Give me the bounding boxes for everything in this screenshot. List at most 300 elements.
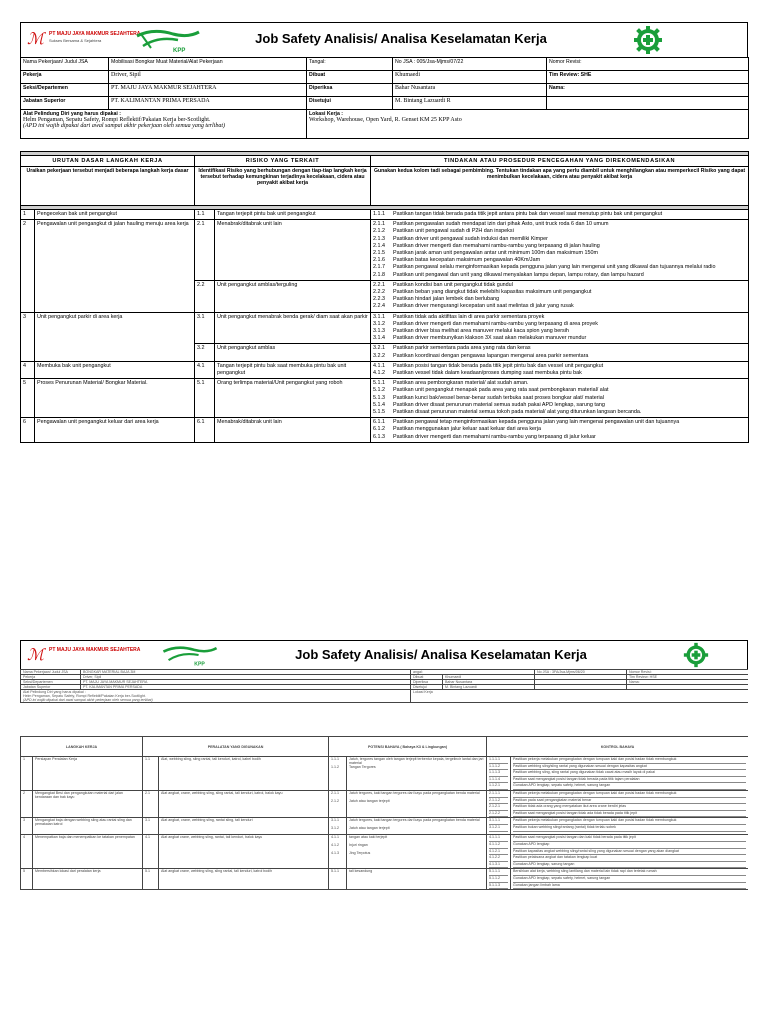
- control-number: 2.2.2: [373, 289, 385, 296]
- control-number: 5.1.1: [373, 380, 385, 387]
- control-text: Pastikan hindari jalan lembek dan berlubang: [393, 296, 500, 303]
- name-label: Nama:: [547, 84, 749, 97]
- control-number: 3.1.1: [373, 313, 385, 320]
- s2-checked-value: Bahar Nusantara: [443, 680, 535, 685]
- sheet2-company-logo-mark: ℳ: [27, 647, 45, 664]
- s2-control-number: 2.1.1.1: [489, 791, 508, 798]
- company-logo-mark: ℳ: [27, 31, 45, 48]
- s2-control-text: Pastikan webbing sling/sling rantai yang digunakan sesuai dengan kapasitas angkat: [513, 764, 746, 771]
- control-list: [371, 344, 749, 361]
- control-item: [373, 264, 746, 271]
- made-by-label: Dibuat: [307, 71, 393, 84]
- control-text: Pastikan posisi tangan tidak berada pada titik jepit pintu bak dan vessel unit pengangkut: [393, 362, 604, 369]
- control-item: [373, 221, 746, 228]
- s2-jsa-number: No JSA : 3FA/Jsa-Mjms/06/20: [535, 670, 627, 675]
- risk-number: 6.1: [195, 418, 215, 443]
- control-text: Pastikan driver mengerti dan memahami rambu-rambu yang terpasang di area proyek: [393, 320, 598, 327]
- s2-hazard-number: 4.1.2: [331, 843, 340, 848]
- control-number: 2.1.1: [373, 221, 385, 228]
- control-number: 2.2.3: [373, 296, 385, 303]
- s2-hazard-number: 1.1.2: [331, 765, 340, 769]
- empty-cell: [547, 97, 749, 110]
- s2-control-number: 3.1.1.1: [489, 818, 508, 825]
- risk-text: Menabrak/ditabrak unit lain: [215, 418, 371, 443]
- kpp-logo-text: KPP: [173, 48, 186, 54]
- s2-control-number: 1.1.2.1: [489, 783, 508, 790]
- control-text: Pastikan menggunakan jalur keluar saat keluar dari area kerja: [393, 426, 542, 433]
- control-item: [373, 380, 746, 387]
- company-logo-text: PT MAJU JAYA MAKMUR SEJAHTERA: [49, 31, 141, 37]
- checked-by-label: Diperiksa: [307, 84, 393, 97]
- s2-hazard-numbers: [329, 869, 347, 890]
- s2-step-number: 4: [21, 835, 33, 869]
- s2-hazard-texts: [347, 757, 487, 791]
- control-item: [373, 345, 746, 352]
- s2-hazard-text: Jatuh atau tangan terjepit: [349, 798, 390, 803]
- s2-control-text: Pastikan saat mengangkat posisi tangan tidak berada pada titik tajam peralatan: [513, 777, 746, 784]
- location-label: Lokasi Kerja :: [309, 111, 344, 117]
- s2-control-text: Pastikan webbing sling, sling rantai yang digunakan tidak cacat atau masih layak di pakai: [513, 770, 746, 777]
- s2-control-texts: [511, 835, 748, 869]
- control-item: [373, 434, 746, 441]
- s2-hazard-numbers: [329, 818, 347, 835]
- s2-hazard-text: Jatuh, tergores tangan oleh tangan terjepit terbentur kepala, tergelincir lantai dan jari material: [349, 757, 484, 765]
- control-number: 2.2.4: [373, 303, 385, 310]
- worker-label: Pekerja: [21, 71, 109, 84]
- s2-team-label: Tim Review: HSE: [627, 675, 748, 680]
- control-item: [373, 426, 746, 433]
- page-title: Job Safety Analisis/ Analisa Keselamatan Kerja: [255, 31, 547, 46]
- ppe-value: Helm Pengaman, Sepatu Safety, Rompi Reflektif/Pakaian Kerja ber-Scotlight.: [23, 117, 211, 123]
- s2-control-text: Pastikan saat mengangkat posisi tangan tidak ada tidak berada pada titik jepit: [513, 811, 746, 818]
- s2-control-text: Bersihkan alat kerja, webbing sling lantilang dan material lain tidak rapi dan terletak rumah: [513, 869, 746, 876]
- company-logo: [27, 27, 141, 53]
- control-text: Pastikan area pembongkaran material/ alat sudah aman.: [393, 380, 529, 387]
- s2-tools-header: PERALATAN YANG DIGUNAKAN: [143, 737, 329, 757]
- control-text: Pastikan unit pengangkut menapak pada area yang rata saat pembongkaran material/ alat: [393, 387, 609, 394]
- s2-hazard-text: Jatuh tergores, kaki tangan tergores dari kayu pada pengangkatan benda material: [349, 818, 480, 823]
- table-row: [21, 379, 749, 418]
- control-item: [373, 363, 746, 370]
- superior-label: Jabatan Superior: [21, 97, 109, 110]
- s2-control-text: Pastikan pekerja melakukan pengangkatan dengan tumpuan kaki dan posisi badan tidak membungkuk: [513, 818, 746, 825]
- s2-hazard-text: Jatuh tergores, kaki tangan tergores dari kayu pada pengangkatan benda material: [349, 790, 480, 795]
- s2-control-text: Pastikan kapasitas angkat webbing sling/rantai sling yang digunakan sesuai dengan yang akan diangkat: [513, 849, 746, 856]
- s2-hazard-text: Injuri ringan: [349, 843, 368, 848]
- s2-step-number: 2: [21, 790, 33, 817]
- s2-control-number: 2.1.1.2: [489, 798, 508, 805]
- s2-control-text: Gunakan APD lengkap: [513, 842, 746, 849]
- risk-number: 2.1: [195, 220, 215, 281]
- control-number: 3.1.2: [373, 320, 385, 327]
- s2-control-numbers: [487, 835, 511, 869]
- s2-worker-label: Pekerja: [21, 675, 81, 680]
- sheet2-company-logo-text: PT MAJU JAYA MAKMUR SEJAHTERA: [49, 647, 141, 653]
- s2-control-numbers: [487, 869, 511, 890]
- control-text: Pastikan beban yang diangkut tidak melebihi kapasitas maksimum unit pengangkut: [393, 289, 592, 296]
- sheet2-header: [20, 640, 748, 670]
- control-list: [371, 280, 749, 312]
- step-number: 6: [21, 418, 35, 443]
- jsa-number: No JSA : 005/Jsa-Mjms/07/22: [393, 58, 547, 71]
- s2-control-text: Pastikan tidak ada orang yang menyatakan ikut area crane berdiri jelas: [513, 804, 746, 811]
- risk-number: 5.1: [195, 379, 215, 418]
- s2-control-texts: [511, 869, 748, 890]
- control-text: Pastikan driver mengerti dan memahami rambu-rambu yang terpasang di jalan hauling: [393, 242, 600, 249]
- risk-text: Unit pengangkut amblas: [215, 344, 371, 361]
- control-text: Pastikan tidak ada aktifitas lain di area parkir sementara proyek: [393, 313, 545, 320]
- s2-made-value: Khumaedi: [443, 675, 535, 680]
- control-text: Pastikan jarak aman unit pengawalan antar unit minimum 100m dan maksimum 150m: [393, 250, 598, 257]
- s2-approved-label: Disetujui: [411, 685, 443, 690]
- s2-control-numbers: [487, 757, 511, 791]
- control-item: [373, 335, 746, 342]
- s2-control-number: 1.1.1.1: [489, 757, 508, 764]
- sheet2-company-logo: [27, 643, 141, 669]
- s2-hazard-text: Jatuh atau tangan terjepit: [349, 826, 390, 831]
- s2-control-texts: [511, 818, 748, 835]
- s2-hazard-text: Jing Terpotus: [349, 851, 371, 856]
- table-row: [21, 361, 749, 378]
- s2-name-value: BONGKAR MATERIAL BAJA 3M: [81, 670, 411, 675]
- sheet2-k3-gear-icon: [683, 642, 709, 668]
- table-row: [21, 210, 749, 220]
- control-text: Pastikan kondisi ban unit pengangkut tidak gundul: [393, 281, 513, 288]
- s2-control-number: 4.1.3.1: [489, 862, 508, 869]
- control-item: [373, 303, 746, 310]
- s2-control-text: Gunakan jangan limbah lama: [513, 883, 746, 890]
- step-text: Membuka bak unit pengangkut: [35, 361, 195, 378]
- s2-control-text: Pastikan saat mengangkat posisi tangan dan kaki tidak berada pada titik jepit: [513, 835, 746, 842]
- s2-hazard-header: POTENSI BAHAYA ( Bahaya K3 & Lingkungan): [329, 737, 487, 757]
- s2-step-text: Mengangkat Besi dan pengangkutan material dari jalan kendaraan dan bak kayu: [33, 790, 143, 817]
- control-item: [373, 387, 746, 394]
- checked-by-value: Bahar Nusantara: [393, 84, 547, 97]
- control-item: [373, 321, 746, 328]
- s2-approved-value: M. Bintang Lazuardi: [443, 685, 535, 690]
- jsa-sheet-2: [20, 640, 748, 922]
- risk-header: RISIKO YANG TERKAIT: [195, 156, 371, 167]
- risk-text: Tangan terjepit pintu bak saat membuka pintu bak unit pengangkut: [215, 361, 371, 378]
- step-text: Pengecekan bak unit pengangkut: [35, 210, 195, 220]
- s2-table-row: [21, 835, 749, 869]
- s2-made-label: Dibuat: [411, 675, 443, 680]
- control-text: Pastikan driver disaat penurunan material semua sudah pakai APD lengkap, sarung tang: [393, 401, 605, 408]
- s2-hazard-texts: [347, 835, 487, 869]
- s2-control-text: Gunakan APD lengkap, sarung tangan: [513, 862, 746, 869]
- s2-control-text: Pastikan pelaksana angkat dan tatakan lengkap kuat: [513, 855, 746, 862]
- control-item: [373, 289, 746, 296]
- s2-control-numbers: [487, 818, 511, 835]
- s2-hazard-text: tali kesandung: [349, 869, 373, 874]
- control-number: 6.1.3: [373, 433, 385, 440]
- control-item: [373, 328, 746, 335]
- s2-step-text: Persiapan Peralatan Kerja: [33, 757, 143, 791]
- step-text: Unit pengangkut parkir di area kerja: [35, 312, 195, 361]
- k3-safety-gear-icon: [633, 25, 663, 55]
- control-number: 6.1.1: [373, 419, 385, 426]
- s2-control-number: 4.1.1.1: [489, 835, 508, 842]
- s2-checked-label: Diperiksa: [411, 680, 443, 685]
- risk-number: 1.1: [195, 210, 215, 220]
- s2-control-text: Gunakan APD lengkap, sepatu safety, helmet, sarung tangan: [513, 876, 746, 883]
- s2-hazard-number: 3.1.1: [331, 818, 340, 823]
- control-item: [373, 409, 746, 416]
- s2-steps-header: LANGKAH KERJA: [21, 737, 143, 757]
- s2-table-row: [21, 790, 749, 817]
- made-by-value: Khumaedi: [393, 71, 547, 84]
- s2-tools: Alat, webbing sling, sling rantai, tali kenduri, katrol, kabel bodih: [159, 757, 329, 791]
- action-header: TINDAKAN ATAU PROSEDUR PENCEGAHAN YANG DIREKOMENDASIKAN: [371, 156, 749, 167]
- control-text: Pastikan batas kecepatan maksimum pengawalan 40Km/Jam: [393, 257, 541, 264]
- control-text: Pastikan disaat penurunan material semua tokoh pada material/ alat yang diturunkan langsan bercanda.: [393, 409, 642, 416]
- control-list: [371, 361, 749, 378]
- s2-worker-value: Driver, Sipil: [81, 675, 411, 680]
- location-value: Workshop, Warehouse, Open Yard, R. Genset KM 25 KPP Asto: [309, 117, 462, 123]
- s2-hazard-number: 5.1.1: [331, 869, 340, 874]
- control-number: 4.1.1: [373, 362, 385, 369]
- s2-ppe-note: (APD ini wajib dipakai dari awal sampai akhir pekerjaan oleh semua yang terlibat): [23, 698, 153, 702]
- worker-value: Driver, Sipil: [109, 71, 307, 84]
- s2-rows: [21, 757, 749, 890]
- risk-subheader: Identifikasi Risiko yang berhubungan dengan tiap-tiap langkah kerja tersebut terhadap kemungkinan terjadinya kecelakaan, cidera atau penyakit akibat kerja: [195, 167, 371, 206]
- s2-step-text: Menempatkan baja dan menempatkan ke tatakan penempatan: [33, 835, 143, 869]
- location-cell: [307, 110, 749, 139]
- control-item: [373, 257, 746, 264]
- control-text: Pastikan unit pengawal dan unit yang dikawal menyalakan lampu depan, lampu rotary, dan lampu hazard: [393, 271, 644, 278]
- risk-number: 2.2: [195, 280, 215, 312]
- s2-ppe-label: Alat Pelindung Diri yang harus dipakai :: [23, 690, 86, 694]
- sheet-header: [20, 22, 748, 58]
- control-item: [373, 314, 746, 321]
- s2-control-numbers: [487, 790, 511, 817]
- control-number: 2.1.4: [373, 242, 385, 249]
- risk-number: 3.2: [195, 344, 215, 361]
- control-number: 2.1.8: [373, 271, 385, 278]
- s2-control-text: Pastikan bukan webbing sling/rantang (rantai) tidak terlalu sobek: [513, 825, 746, 832]
- s2-hazard-number: 2.1.1: [331, 790, 340, 795]
- s2-control-number: 5.1.1.1: [489, 869, 508, 876]
- control-text: Pastikan pengawalan sudah mendapat izin dari pihak Asto, unit truck roda 6 dan 10 umum: [393, 221, 609, 228]
- s2-control-number: 3.1.2.1: [489, 825, 508, 832]
- s2-table-row: [21, 818, 749, 835]
- control-item: [373, 228, 746, 235]
- revision-label: Nomor Revisi:: [547, 58, 749, 71]
- control-item: [373, 402, 746, 409]
- control-text: Pastikan driver unit pengawal sudah induksi dan memiliki Kimper: [393, 235, 548, 242]
- control-list: [371, 312, 749, 344]
- jsa-sheet-1: [20, 22, 748, 530]
- control-item: [373, 236, 746, 243]
- s2-hazard-texts: [347, 869, 487, 890]
- approved-by-value: M. Bintang Lazuardi R: [393, 97, 547, 110]
- control-text: Pastikan driver mengurangi kecepatan unit saat melintas di jalur yang rusak: [393, 303, 574, 310]
- control-item: [373, 419, 746, 426]
- control-item: [373, 353, 746, 360]
- s2-revision: Nomor Revisi:: [627, 670, 748, 675]
- control-item: [373, 243, 746, 250]
- section-value: PT. MAJU JAYA MAKMUR SEJAHTERA: [109, 84, 307, 97]
- control-number: 2.1.2: [373, 228, 385, 235]
- s2-control-number: 1.1.1.4: [489, 777, 508, 784]
- s2-control-text: Pastikan pekerja melakukan pengangkatan dengan tumpuan kaki dan posisi badan tidak membungkuk: [513, 791, 746, 798]
- s2-name-label: Nama Pekerjaan/ Judul JSA: [21, 670, 81, 675]
- jsa-main-table: [20, 151, 749, 443]
- control-item: [373, 296, 746, 303]
- steps-subheader: Uraikan pekerjaan tersebut menjadi beberapa langkah kerja dasar: [21, 167, 195, 206]
- s2-tools: Alat angkat, crane, webbing sling, sling rantai, tali kenduri, katrol, balok kayu: [159, 790, 329, 817]
- control-item: [373, 250, 746, 257]
- approved-by-label: Disetujui: [307, 97, 393, 110]
- risk-text: Unit pengangkut menabrak benda gerak/ diam saat akan parkir: [215, 312, 371, 344]
- control-list: [371, 418, 749, 443]
- s2-hazard-text: tangan atau kaki terjepit: [349, 835, 388, 840]
- control-text: Pastikan driver membunyikan klakson 3X saat akan melakukan manuver mundur: [393, 335, 587, 342]
- s2-section-value: PT. MAJU JAYA MAKMUR SEJAHTERA: [81, 680, 411, 685]
- company-logo-subtext: Sukses Bersama & Sejahtera: [49, 38, 102, 43]
- control-number: 2.1.6: [373, 257, 385, 264]
- control-number: 2.1.5: [373, 250, 385, 257]
- step-number: 4: [21, 361, 35, 378]
- control-number: 2.1.7: [373, 264, 385, 271]
- control-number: 5.1.5: [373, 409, 385, 416]
- ppe-note: (APD ini wajib dipakai dari awal sampai akhir pekerjaan oleh semua yang terlibat): [23, 123, 225, 129]
- s2-control-header: KONTROL BAHAYA: [487, 737, 748, 757]
- s2-control-number: 1.1.1.2: [489, 764, 508, 771]
- jsa-info-table: [20, 57, 749, 139]
- control-list: [371, 379, 749, 418]
- control-text: Pastikan koordinasi dengan pengawas lapangan mengenai area parkir sementara: [393, 352, 589, 359]
- step-number: 5: [21, 379, 35, 418]
- s2-control-text: Pastikan pada saat pengangkatan material benar: [513, 798, 746, 805]
- risk-text: Orang terlimpa material/Unit pengangkut yang roboh: [215, 379, 371, 418]
- s2-hazard-numbers: [329, 835, 347, 869]
- s2-step-text: Mengangkat baja dengan webbing sling atau rantai sling dan pemakaian katrol: [33, 818, 143, 835]
- risk-text: Unit pengangkut amblas/terguling: [215, 280, 371, 312]
- step-text: Proses Penurunan Material/ Bongkar Material.: [35, 379, 195, 418]
- section-label: Seksi/Departemen: [21, 84, 109, 97]
- risk-number: 3.1: [195, 312, 215, 344]
- s2-hazard-text: Tangan Tergores: [349, 765, 376, 769]
- control-item: [373, 395, 746, 402]
- ppe-label: Alat Pelindung Diri yang harus dipakai :: [23, 111, 122, 117]
- risk-text: Menabrak/ditabrak unit lain: [215, 220, 371, 281]
- jsa-rows: [21, 210, 749, 443]
- s2-name2-label: Nama:: [627, 680, 748, 685]
- s2-hazard-numbers: [329, 757, 347, 791]
- job-name-label: Nama Pekerjaan/ Judul JSA: [21, 58, 109, 71]
- s2-tool-number: 2.1: [143, 790, 159, 817]
- step-text: Pengawalan unit pengangkut keluar dari area kerja: [35, 418, 195, 443]
- s2-hazard-numbers: [329, 790, 347, 817]
- s2-control-number: 5.1.1.3: [489, 883, 508, 890]
- s2-hazard-number: 2.1.2: [331, 798, 340, 803]
- s2-control-number: 2.1.2.2: [489, 811, 508, 818]
- control-text: Pastikan driver mengerti dan memahami rambu-rambu yang terpasang di jalur keluar: [393, 433, 596, 440]
- table-row: [21, 418, 749, 443]
- control-text: Pastikan unit pengawal sudah di P2H dan inspeksi: [393, 228, 514, 235]
- superior-value: PT. KALIMANTAN PRIMA PERSADA: [109, 97, 307, 110]
- s2-date-label: angal:: [411, 670, 535, 675]
- control-text: Pastikan pengawal tetap menginformasikan kepada pengguna jalan yang lain mengenai pengawalan unit dan tujuannya: [393, 419, 680, 426]
- review-team-label: Tim Review: SHE: [547, 71, 749, 84]
- control-number: 1.1.1: [373, 211, 385, 217]
- s2-tools: Alat angkat, crane, webbing sling, rantai sling, tali kenduri: [159, 818, 329, 835]
- s2-location-label: Lokasi Kerja: [411, 690, 749, 703]
- s2-control-number: 4.1.2.2: [489, 855, 508, 862]
- step-number: 2: [21, 220, 35, 312]
- control-text: Pastikan parkir sementara pada area yang rata dan keras: [393, 345, 531, 352]
- sheet2-kpp-logo: [155, 643, 225, 667]
- ppe-cell: [21, 110, 307, 139]
- s2-control-texts: [511, 757, 748, 791]
- s2-control-number: 4.1.2.1: [489, 849, 508, 856]
- sheet2-title: Job Safety Analisis/ Analisa Keselamatan Kerja: [295, 647, 587, 662]
- steps-header: URUTAN DASAR LANGKAH KERJA: [21, 156, 195, 167]
- sheet2-info-table: [20, 669, 748, 703]
- control-number: 5.1.4: [373, 401, 385, 408]
- s2-hazard-texts: [347, 790, 487, 817]
- s2-tool-number: 1.1: [143, 757, 159, 791]
- s2-step-number: 1: [21, 757, 33, 791]
- s2-ppe-value: Helm Pengaman, Sepatu Safety, Rompi Reflektif/Pakaian Kerja ber-Scotlight.: [23, 694, 146, 698]
- s2-ppe-cell: [21, 690, 411, 703]
- control-number: 3.2.1: [373, 345, 385, 352]
- control-text: Pastikan vessel tidak dalam keadaan/proses dumping saat membuka pintu bak: [393, 370, 582, 377]
- s2-step-number: 3: [21, 818, 33, 835]
- action-subheader: Gunakan kedua kolom tadi sebagai pembimbing. Tentukan tindakan apa yang perlu diambil untuk menghilangkan atau memperkecil Risiko yang dapat menimbulkan kecelakaan, cidera atau penyakit akibat kerja: [371, 167, 749, 206]
- s2-control-texts: [511, 790, 748, 817]
- control-number: 3.2.2: [373, 352, 385, 359]
- s2-tool-number: 4.1: [143, 835, 159, 869]
- table-row: [21, 312, 749, 344]
- control-text: Pastikan kunci bak/vessel benar-benar sudah terbuka saat proses bongkar alat/ material: [393, 394, 604, 401]
- risk-number: 4.1: [195, 361, 215, 378]
- job-name-value: Mobilisasi Bongkar Muat Material/Alat Pekerjaan: [109, 58, 307, 71]
- s2-control-number: 5.1.1.2: [489, 876, 508, 883]
- step-number: 1: [21, 210, 35, 220]
- s2-table-row: [21, 757, 749, 791]
- s2-tools: Alat angkat crane, webbing sling, sling rantai, tali kenduri, katrol bodih: [159, 869, 329, 890]
- s2-step-text: Membersihkan lokasi dari peralatan kerja: [33, 869, 143, 890]
- s2-tools: Alat angkat crane, webbing sling, rantai, tali kenduri, balok kayu: [159, 835, 329, 869]
- control-number: 3.1.3: [373, 328, 385, 335]
- control-number: 5.1.3: [373, 394, 385, 401]
- step-text: Pengawalan unit pengangkut di jalan hauling menuju area kerja: [35, 220, 195, 312]
- s2-control-text: Gunakan APD lengkap, sepatu safety, helmet, sarung tangan: [513, 783, 746, 790]
- control-text: Pastikan tangan tidak berada pada titik jepit antara pintu bak dan vessel saat menutup pintu bak unit pengangkut: [393, 211, 663, 217]
- control-text: Pastikan driver bisa melihat area manuver melalui kaca spion yang bersih: [393, 328, 569, 335]
- s2-control-number: 1.1.1.3: [489, 770, 508, 777]
- s2-hazard-number: 4.1.3: [331, 851, 340, 856]
- s2-hazard-number: 3.1.2: [331, 826, 340, 831]
- control-number: 4.1.2: [373, 370, 385, 377]
- s2-superior-label: Jabatan Superior: [21, 685, 81, 690]
- control-list: [371, 220, 749, 281]
- s2-hazard-number: 4.1.1: [331, 835, 340, 840]
- kpp-logo: [133, 26, 203, 54]
- control-number: 6.1.2: [373, 426, 385, 433]
- control-item: [373, 282, 746, 289]
- control-item: [373, 211, 746, 218]
- s2-section-label: Seksi/Departemen: [21, 680, 81, 685]
- control-number: 5.1.2: [373, 387, 385, 394]
- s2-hazard-number: 1.1.1: [331, 757, 340, 761]
- s2-tool-number: 3.1: [143, 818, 159, 835]
- s2-control-text: Pastikan pekerja melakukan pengangkatan dengan tumpuan kaki dan posisi badan tidak membungkuk: [513, 757, 746, 764]
- s2-control-number: 2.1.2.1: [489, 804, 508, 811]
- risk-text: Tangan terjepit pintu bak unit pengangkut: [215, 210, 371, 220]
